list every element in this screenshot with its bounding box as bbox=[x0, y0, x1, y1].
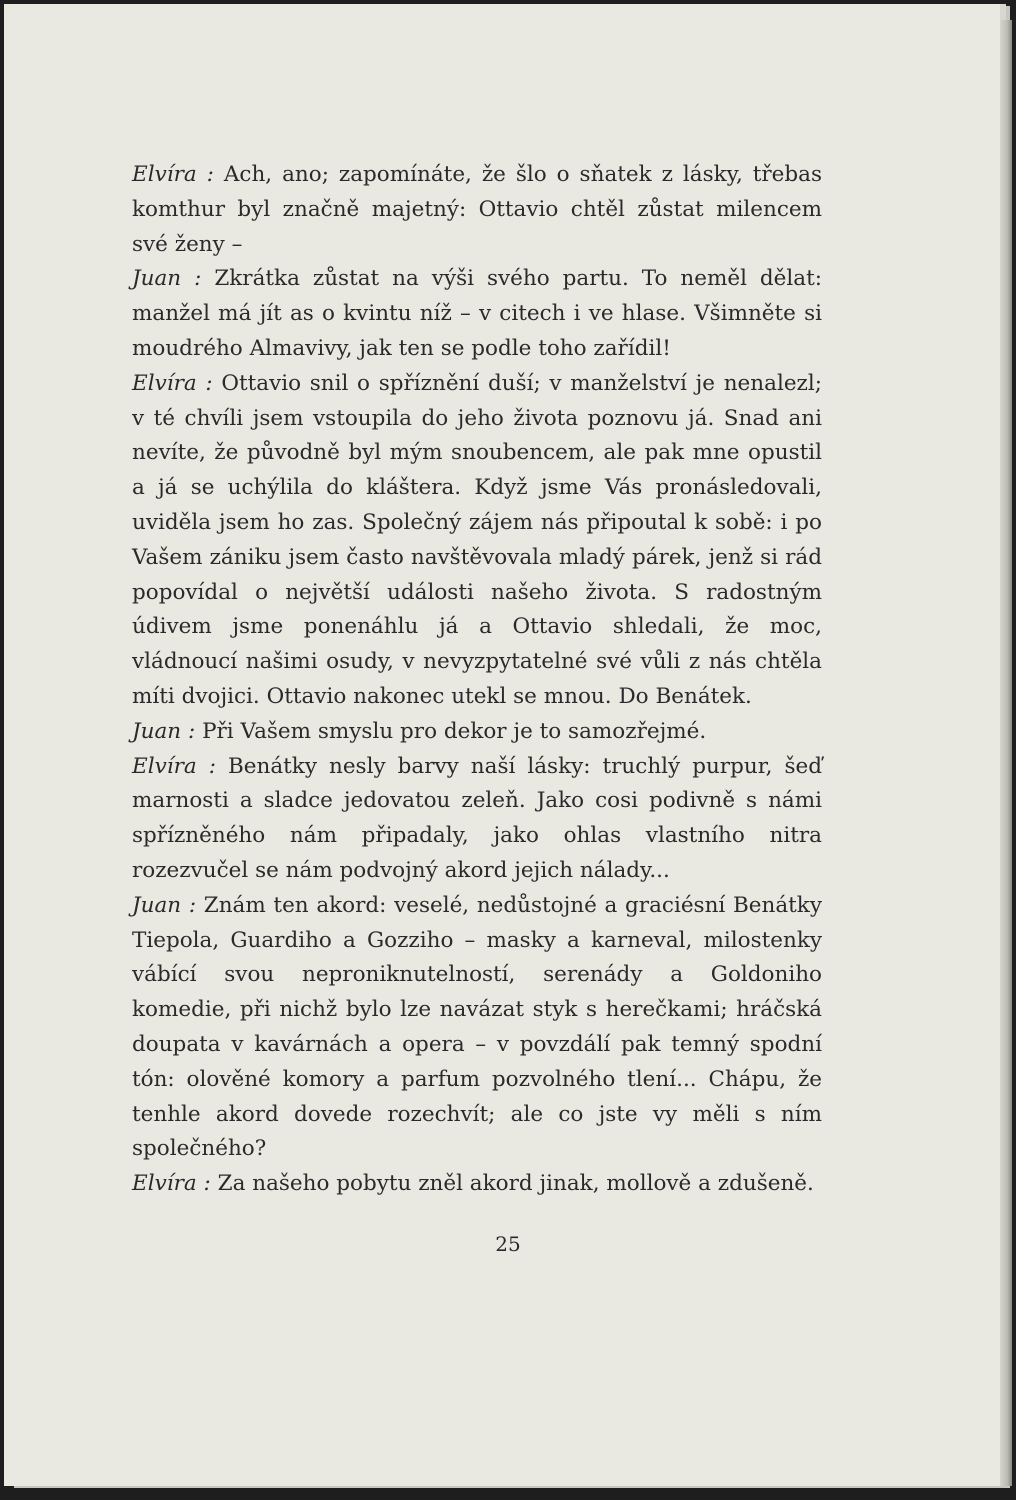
speaker-name: Juan : bbox=[132, 892, 197, 918]
book-page bbox=[4, 4, 1000, 1486]
speaker-name: Juan : bbox=[132, 266, 202, 292]
dialogue-line bbox=[132, 750, 822, 889]
dialogue-line bbox=[132, 158, 822, 262]
speaker-name: Juan : bbox=[132, 718, 196, 744]
line-text: Ach, ano; zapomínáte, že šlo o sňatek z lásky, třebas komthur byl značně majetný: Ottavio chtěl zůstat milencem své ženy – bbox=[132, 162, 822, 257]
dialogue-line bbox=[132, 1167, 822, 1202]
speaker-name: Elvíra : bbox=[132, 162, 214, 187]
line-text: Ottavio snil o spříznění duší; v manželství je nenalezl; v té chvíli jsem vstoupila do jeho života poznovu já. Snad ani nevíte, že původně byl mým snoubencem, ale pak mne opustil a já se uchýlila do kláštera. Když jsme Vás pronásledovali, uviděla jsem ho zas. Společný zájem nás připoutal k sobě: i po Vašem zániku jsem často navštěvovala mladý párek, jenž si rád popovídal o největší události našeho života. S radostným údivem jsme ponenáhlu já a Ottavio shledali, že moc, vládnoucí našimi osudy, v nevyzpytatelné své vůli z nás chtěla míti dvojici. Ottavio nakonec utekl se mnou. Do Benátek. bbox=[132, 370, 822, 709]
dialogue-text bbox=[132, 158, 822, 1202]
dialogue-line bbox=[132, 889, 822, 1167]
dialogue-line bbox=[132, 367, 822, 715]
line-text: Za našeho pobytu zněl akord jinak, mollově a zdušeně. bbox=[217, 1171, 814, 1197]
speaker-name: Elvíra : bbox=[132, 370, 213, 396]
page-number: 25 bbox=[495, 1232, 521, 1256]
line-text: Zkrátka zůstat na výši svého partu. To neměl dělat: manžel má jít as o kvintu níž – v citech i ve hlase. Všimněte si moudrého Almavivy, jak ten se podle toho zařídil! bbox=[132, 266, 822, 361]
page-edge bbox=[1000, 20, 1012, 1486]
dialogue-line bbox=[132, 715, 822, 750]
speaker-name: Elvíra : bbox=[132, 1171, 211, 1197]
line-text: Benátky nesly barvy naší lásky: truchlý purpur, šeď marnosti a sladce jedovatou zeleň. Jako cosi podivně s námi spřízněného nám připadaly, jako ohlas vlastního nitra rozezvučel se nám podvojný akord jejich nálady... bbox=[132, 753, 822, 883]
line-text: Při Vašem smyslu pro dekor je to samozřejmé. bbox=[202, 718, 707, 744]
speaker-name: Elvíra : bbox=[132, 753, 216, 779]
dialogue-line bbox=[132, 262, 822, 366]
line-text: Znám ten akord: veselé, nedůstojné a graciésní Benátky Tiepola, Guardiho a Gozziho – masky a karneval, milostenky vábící svou neproniknutelností, serenády a Goldoniho komedie, při nichž bylo lze navázat styk s herečkami; hráčská doupata v kavárnách a opera – v povzdálí pak temný spodní tón: olověné komory a parfum pozvolného tlení... Chápu, že tenhle akord dovede rozechvít; ale co jste vy měli s ním společného? bbox=[132, 892, 822, 1162]
